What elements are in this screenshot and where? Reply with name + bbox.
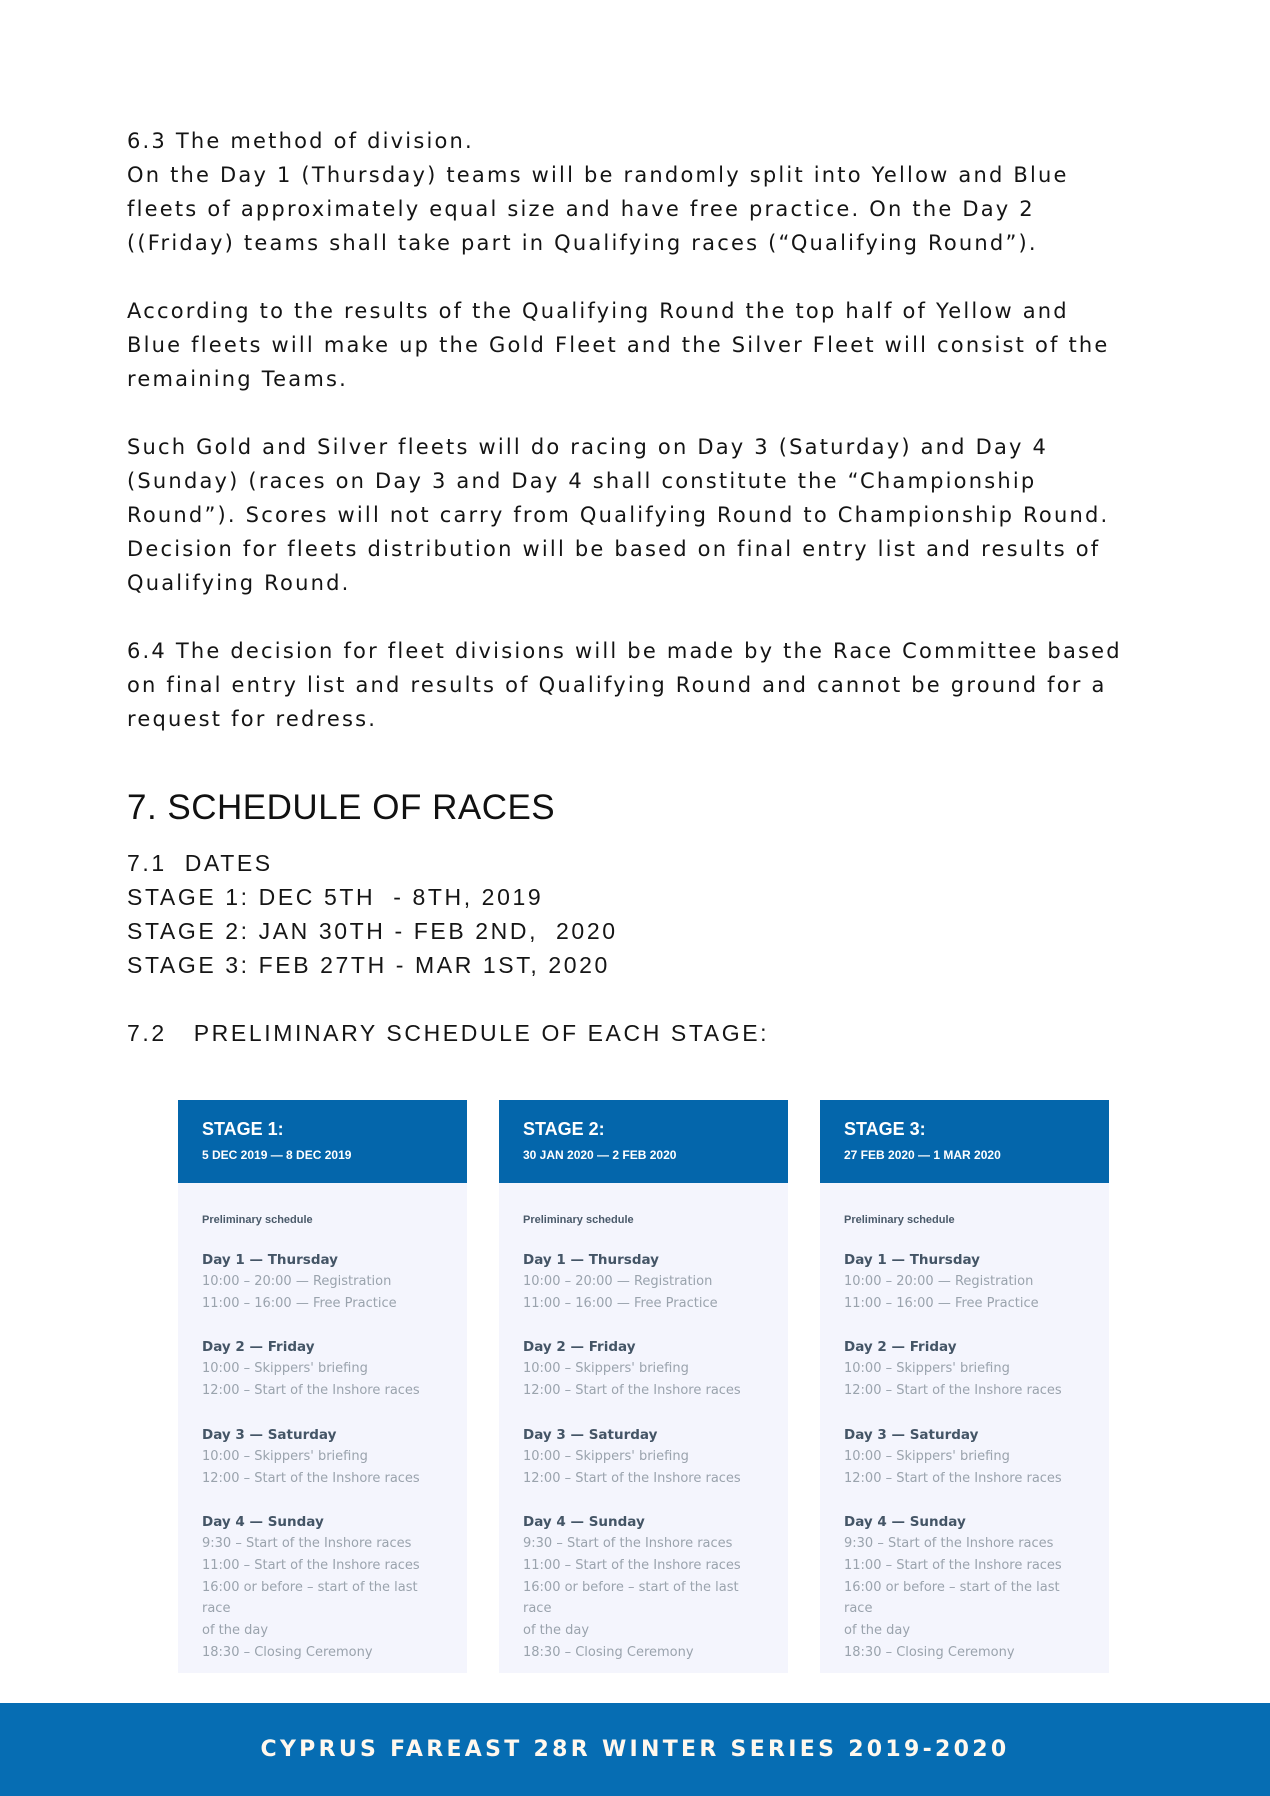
schedule-item: 18:30 – Closing Ceremony: [523, 1644, 694, 1660]
schedule-item: 12:00 – Start of the Inshore races: [202, 1470, 420, 1486]
schedule-item: 18:30 – Closing Ceremony: [202, 1644, 373, 1660]
stage-1-dates: STAGE 1: DEC 5TH - 8TH, 2019: [127, 884, 544, 910]
day-block: [202, 1424, 443, 1489]
day-block: [202, 1511, 443, 1663]
dates-title: 7.1 DATES: [127, 850, 273, 876]
text-line: 6.3 The method of division.: [127, 129, 474, 153]
stage-2-dates: STAGE 2: JAN 30TH - FEB 2ND, 2020: [127, 918, 618, 944]
text-line: According to the results of the Qualifying Round the top half of Yellow and: [127, 299, 1069, 323]
schedule-item: 9:30 – Start of the Inshore races: [202, 1536, 412, 1552]
day-title: Day 3 — Saturday: [202, 1426, 337, 1443]
day-title: Day 4 — Sunday: [202, 1514, 324, 1531]
text-line: (Sunday) (races on Day 3 and Day 4 shall constitute the “Championship: [127, 469, 1037, 493]
schedule-item: 10:00 – Skippers' briefing: [523, 1448, 689, 1464]
schedule-item: 18:30 – Closing Ceremony: [844, 1644, 1015, 1660]
stage-card: [820, 1100, 1109, 1673]
text-line: on final entry list and results of Qualifying Round and cannot be ground for a: [127, 673, 1107, 697]
section-heading: 7. SCHEDULE OF RACES: [127, 788, 556, 827]
schedule-item: 11:00 – 16:00 — Free Practice: [523, 1295, 718, 1311]
text-line: Such Gold and Silver fleets will do racing on Day 3 (Saturday) and Day 4: [127, 435, 1049, 459]
day-title: Day 1 — Thursday: [523, 1252, 659, 1268]
text-line: Blue fleets will make up the Gold Fleet and the Silver Fleet will consist of the: [127, 333, 1110, 357]
schedule-item: 10:00 – 20:00 — Registration: [523, 1274, 713, 1289]
schedule-item: 11:00 – Start of the Inshore races: [202, 1557, 420, 1573]
text-line: remaining Teams.: [127, 367, 349, 391]
stage-title: STAGE 2:: [523, 1119, 605, 1139]
day-title: Day 3 — Saturday: [844, 1426, 979, 1443]
schedule-item: 10:00 – 20:00 — Registration: [202, 1274, 392, 1289]
day-title: Day 4 — Sunday: [523, 1514, 645, 1531]
schedule-item: 10:00 – Skippers' briefing: [844, 1361, 1010, 1377]
schedule-item: 12:00 – Start of the Inshore races: [202, 1383, 420, 1399]
schedule-item: 11:00 – Start of the Inshore races: [844, 1557, 1062, 1573]
day-title: Day 2 — Friday: [844, 1339, 957, 1356]
stage-card-body: [499, 1183, 788, 1663]
schedule-item: 9:30 – Start of the Inshore races: [844, 1536, 1054, 1552]
day-title: Day 4 — Sunday: [844, 1514, 966, 1531]
schedule-item: 16:00 or before – start of the last race: [523, 1579, 739, 1617]
text-line: 6.4 The decision for fleet divisions will be made by the Race Committee based: [127, 639, 1122, 663]
schedule-item: 10:00 – 20:00 — Registration: [844, 1274, 1034, 1289]
schedule-item: 10:00 – Skippers' briefing: [523, 1361, 689, 1377]
schedule-item: 12:00 – Start of the Inshore races: [844, 1470, 1062, 1486]
schedule-item: 10:00 – Skippers' briefing: [844, 1448, 1010, 1464]
schedule-item: 11:00 – 16:00 — Free Practice: [202, 1295, 397, 1311]
schedule-label: Preliminary schedule: [202, 1214, 313, 1226]
stage-title: STAGE 1:: [202, 1119, 284, 1139]
day-block: [523, 1249, 764, 1314]
stage-title: STAGE 3:: [844, 1119, 926, 1139]
schedule-item: 12:00 – Start of the Inshore races: [523, 1470, 741, 1486]
text-line: Round”). Scores will not carry from Qualifying Round to Championship Round.: [127, 503, 1110, 527]
schedule-item: 11:00 – 16:00 — Free Practice: [844, 1295, 1039, 1311]
day-block: [523, 1511, 764, 1663]
day-block: [844, 1336, 1085, 1401]
day-title: Day 1 — Thursday: [844, 1252, 980, 1268]
schedule-item: 16:00 or before – start of the last race: [202, 1579, 418, 1617]
paragraph-gold-silver: [127, 430, 1147, 600]
text-line: On the Day 1 (Thursday) teams will be randomly split into Yellow and Blue: [127, 163, 1069, 187]
stage-dates: 5 DEC 2019 — 8 DEC 2019: [202, 1148, 352, 1162]
stage-card-body: [178, 1183, 467, 1663]
schedule-item: 12:00 – Start of the Inshore races: [523, 1383, 741, 1399]
schedule-label: Preliminary schedule: [523, 1214, 634, 1226]
stage-3-dates: STAGE 3: FEB 27TH - MAR 1ST, 2020: [127, 952, 610, 978]
schedule-label: Preliminary schedule: [844, 1214, 955, 1226]
preliminary-schedule-title: 7.2 PRELIMINARY SCHEDULE OF EACH STAGE:: [127, 1020, 770, 1046]
text-line: request for redress.: [127, 707, 378, 731]
stage-card-header: [178, 1100, 467, 1183]
stage-card-header: [499, 1100, 788, 1183]
paragraph-qualifying: [127, 294, 1147, 396]
text-line: fleets of approximately equal size and have free practice. On the Day 2: [127, 197, 1035, 221]
day-title: Day 3 — Saturday: [523, 1426, 658, 1443]
stage-dates: 30 JAN 2020 — 2 FEB 2020: [523, 1148, 677, 1162]
day-block: [844, 1249, 1085, 1314]
text-line: ((Friday) teams shall take part in Qualifying races (“Qualifying Round”).: [127, 231, 1038, 255]
text-line: Decision for fleets distribution will be based on final entry list and results of: [127, 537, 1101, 561]
document-body: [127, 124, 1147, 1050]
schedule-item: 10:00 – Skippers' briefing: [202, 1361, 368, 1377]
stage-dates: 27 FEB 2020 — 1 MAR 2020: [844, 1148, 1001, 1162]
stage-card-header: [820, 1100, 1109, 1183]
day-title: Day 2 — Friday: [523, 1339, 636, 1356]
schedule-item: 9:30 – Start of the Inshore races: [523, 1536, 733, 1552]
day-title: Day 2 — Friday: [202, 1339, 315, 1356]
stage-card: [178, 1100, 467, 1673]
day-block: [844, 1424, 1085, 1489]
day-block: [523, 1424, 764, 1489]
day-title: Day 1 — Thursday: [202, 1252, 338, 1268]
stage-card: [499, 1100, 788, 1673]
schedule-item: 16:00 or before – start of the last race: [844, 1579, 1060, 1617]
day-block: [202, 1336, 443, 1401]
paragraph-6-4: [127, 634, 1147, 736]
schedule-item: of the day: [202, 1623, 269, 1639]
schedule-item: of the day: [523, 1623, 590, 1639]
stage-card-body: [820, 1183, 1109, 1663]
footer-banner: [0, 1703, 1270, 1796]
schedule-item: of the day: [844, 1623, 911, 1639]
day-block: [202, 1249, 443, 1314]
text-line: Qualifying Round.: [127, 571, 351, 595]
day-block: [523, 1336, 764, 1401]
day-block: [844, 1511, 1085, 1663]
paragraph-6-3: [127, 124, 1147, 260]
footer-title: CYPRUS FAREAST 28R WINTER SERIES 2019-2020: [260, 1737, 1010, 1762]
schedule-item: 10:00 – Skippers' briefing: [202, 1448, 368, 1464]
schedule-item: 12:00 – Start of the Inshore races: [844, 1383, 1062, 1399]
schedule-item: 11:00 – Start of the Inshore races: [523, 1557, 741, 1573]
